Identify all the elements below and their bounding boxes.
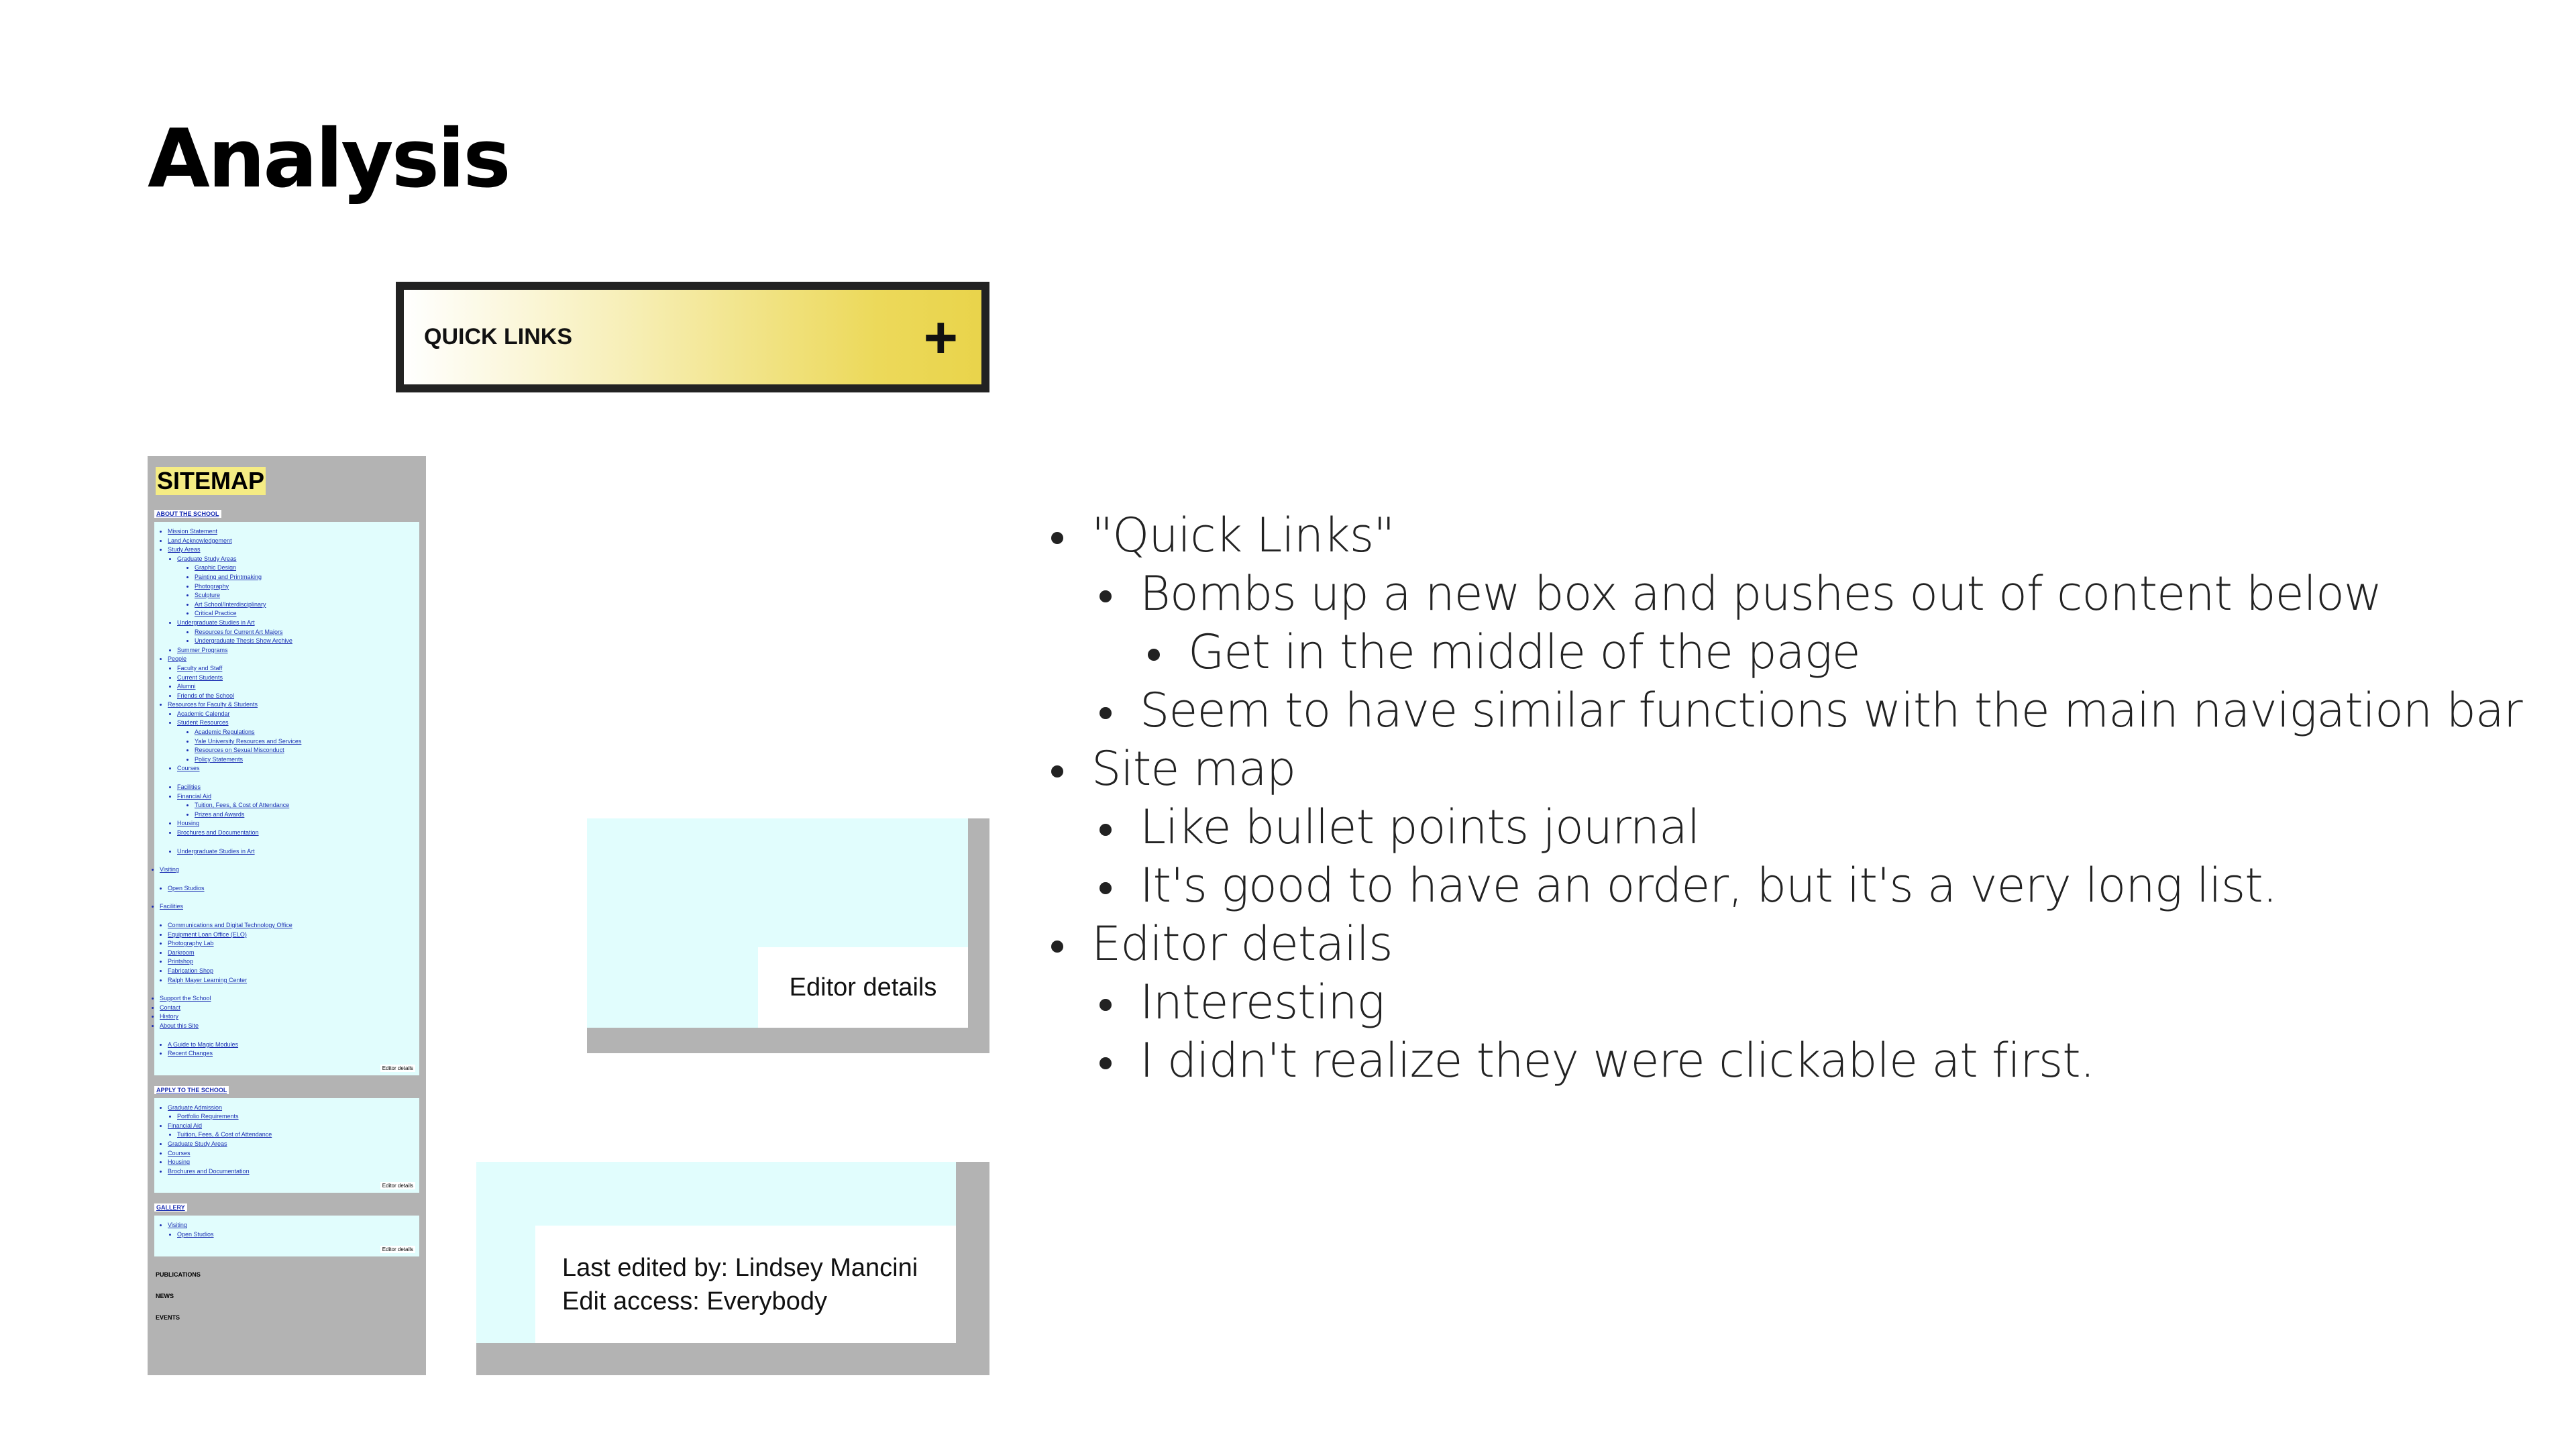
sitemap-link[interactable]: • Yale University Resources and Services [195, 737, 415, 747]
sitemap-link[interactable]: • Photography Lab [168, 939, 415, 949]
bullet-item: Interesting [1091, 973, 2553, 1032]
sitemap-link[interactable]: • Courses [177, 764, 415, 773]
sitemap-link[interactable]: • A Guide to Magic Modules [168, 1040, 415, 1050]
sitemap-plain-heading: NEWS [156, 1292, 174, 1299]
sitemap-link[interactable]: • Tuition, Fees, & Cost of Attendance [195, 801, 415, 810]
sitemap-link[interactable]: • Undergraduate Studies in Art [177, 619, 415, 628]
sitemap-link[interactable]: • Art School/Interdisciplinary [195, 600, 415, 610]
quick-links-label: QUICK LINKS [424, 324, 572, 350]
sitemap-list [158, 1104, 415, 1177]
sitemap-link[interactable]: • Academic Regulations [195, 728, 415, 737]
editor-details-link[interactable]: Editor details [380, 1182, 415, 1189]
sitemap-link[interactable]: • Contact [160, 1004, 415, 1013]
sitemap-link[interactable]: • Equipment Loan Office (ELO) [168, 930, 415, 940]
quick-links-bar[interactable] [396, 282, 989, 392]
sitemap-plain-heading: PUBLICATIONS [156, 1271, 201, 1278]
sitemap-link[interactable]: • Housing [177, 819, 415, 828]
sitemap-link[interactable]: • Fabrication Shop [168, 967, 415, 976]
sitemap-link[interactable]: • Visiting [168, 1221, 415, 1230]
quick-links-header[interactable] [404, 290, 981, 384]
sitemap-link[interactable]: • Recent Changes [168, 1049, 415, 1059]
sitemap-section-box [154, 522, 419, 1075]
sitemap-link[interactable]: • Graduate Study Areas [168, 1140, 415, 1149]
bullet-item: Like bullet points journal [1091, 798, 2553, 857]
analysis-notes [1043, 506, 2553, 1090]
sitemap-link[interactable]: • Undergraduate Studies in Art [177, 847, 415, 857]
sitemap-link[interactable]: • Communications and Digital Technology Office [168, 921, 415, 930]
editor-details-link[interactable]: Editor details [380, 1246, 415, 1253]
sitemap-link[interactable]: • Resources on Sexual Misconduct [195, 746, 415, 755]
sitemap-section-box [154, 1216, 419, 1256]
sitemap-link[interactable]: • Graduate Admission [168, 1104, 415, 1113]
sitemap-link[interactable]: • Photography [195, 582, 415, 592]
bullet-item: Get in the middle of the page [1140, 623, 2553, 682]
sitemap-link[interactable]: • Printshop [168, 957, 415, 967]
sitemap-section-heading[interactable]: GALLERY [154, 1203, 187, 1212]
sitemap-link[interactable]: • Policy Statements [195, 755, 415, 765]
bullet-item: I didn't realize they were clickable at first. [1091, 1032, 2553, 1090]
sitemap-section-heading[interactable]: ABOUT THE SCHOOL [154, 510, 221, 518]
slide-title: Analysis [148, 113, 509, 206]
bullet-item: Site map Like bullet points journal It's good to have an order, but it's a very long list. [1043, 740, 2553, 915]
last-edited-by: Last edited by: Lindsey Mancini [562, 1254, 918, 1282]
sitemap-link[interactable]: • Brochures and Documentation [177, 828, 415, 838]
sitemap-link[interactable]: • Critical Practice [195, 609, 415, 619]
editor-details-crop [587, 818, 989, 1053]
bullet-item: Bombs up a new box and pushes out of content below Get in the middle of the page [1091, 565, 2553, 682]
sitemap-link[interactable]: • Undergraduate Thesis Show Archive [195, 637, 415, 646]
sitemap-link[interactable]: • Graphic Design [195, 564, 415, 573]
sitemap-link[interactable]: • Courses [168, 1149, 415, 1159]
sitemap-list [158, 1221, 415, 1239]
bullet-item: Seem to have similar functions with the main navigation bar [1091, 682, 2553, 740]
sitemap-link[interactable]: • Brochures and Documentation [168, 1167, 415, 1177]
sitemap-link[interactable]: • Financial Aid [168, 1122, 415, 1131]
sitemap-link[interactable]: • Tuition, Fees, & Cost of Attendance [177, 1130, 415, 1140]
plus-icon[interactable]: + [923, 303, 958, 370]
sitemap-link[interactable]: • Prizes and Awards [195, 810, 415, 820]
sitemap-link[interactable]: • Open Studios [177, 1230, 415, 1240]
sitemap-link[interactable]: • Resources for Current Art Majors [195, 628, 415, 637]
sitemap-title: SITEMAP [157, 467, 265, 494]
sitemap-link[interactable]: • Graduate Study Areas [177, 555, 415, 564]
sitemap-link[interactable]: • Facilities [160, 902, 415, 912]
sitemap-link[interactable]: • Mission Statement [168, 527, 415, 537]
sitemap-link[interactable]: • Visiting [160, 865, 415, 875]
editor-details-link[interactable]: Editor details [380, 1065, 415, 1072]
sitemap-link[interactable]: • Academic Calendar [177, 710, 415, 719]
edit-access: Edit access: Everybody [562, 1287, 827, 1316]
sitemap-link[interactable]: • Student Resources [177, 718, 415, 728]
edit-info-box [535, 1226, 956, 1343]
sitemap-link[interactable]: • Support the School [160, 994, 415, 1004]
sitemap-link[interactable]: • Portfolio Requirements [177, 1112, 415, 1122]
notes-group-site-map [1043, 740, 2553, 915]
sitemap-link[interactable]: • Current Students [177, 674, 415, 683]
sitemap-panel [148, 456, 426, 1375]
sitemap-section-heading[interactable]: APPLY TO THE SCHOOL [154, 1086, 229, 1094]
sitemap-link[interactable]: • Study Areas [168, 545, 415, 555]
notes-group-editor-details [1043, 915, 2553, 1090]
last-edited-crop [476, 1162, 989, 1375]
sitemap-link[interactable]: • Sculpture [195, 591, 415, 600]
sitemap-section-box [154, 1098, 419, 1193]
sitemap-link[interactable]: • Resources for Faculty & Students [168, 700, 415, 710]
sitemap-link[interactable]: • Friends of the School [177, 692, 415, 701]
sub-bullets [1091, 973, 2553, 1090]
sitemap-plain-heading: EVENTS [156, 1313, 180, 1321]
sitemap-list [158, 527, 415, 1059]
sitemap-link[interactable]: • Housing [168, 1158, 415, 1167]
sitemap-link[interactable]: • Faculty and Staff [177, 664, 415, 674]
sub-bullets [1140, 623, 2553, 682]
notes-group-quick-links [1043, 506, 2553, 740]
sitemap-link[interactable]: • People [168, 655, 415, 664]
sub-bullets [1091, 565, 2553, 740]
bullet-item: Editor details Interesting I didn't realize they were clickable at first. [1043, 915, 2553, 1090]
sitemap-link[interactable]: • Open Studios [168, 884, 415, 894]
sitemap-link[interactable]: • Summer Programs [177, 646, 415, 655]
bullet-item: "Quick Links" Bombs up a new box and pushes out of content below Get in the middle of the page Seem to have similar functions with the main navigation bar [1043, 506, 2553, 740]
sitemap-link[interactable]: • Land Acknowledgement [168, 537, 415, 546]
sitemap-link[interactable]: • About this Site [160, 1022, 415, 1031]
sitemap-link[interactable]: • Facilities [177, 783, 415, 792]
bullet-item: It's good to have an order, but it's a very long list. [1091, 857, 2553, 915]
sitemap-link[interactable]: • Alumni [177, 682, 415, 692]
editor-details-button[interactable]: Editor details [758, 947, 968, 1028]
sitemap-link[interactable]: • Financial Aid [177, 792, 415, 802]
sub-bullets [1091, 798, 2553, 915]
sitemap-link[interactable]: • Ralph Mayer Learning Center [168, 976, 415, 985]
sitemap-link[interactable]: • History [160, 1012, 415, 1022]
sitemap-link[interactable]: • Darkroom [168, 949, 415, 958]
sitemap-link[interactable]: • Painting and Printmaking [195, 573, 415, 582]
